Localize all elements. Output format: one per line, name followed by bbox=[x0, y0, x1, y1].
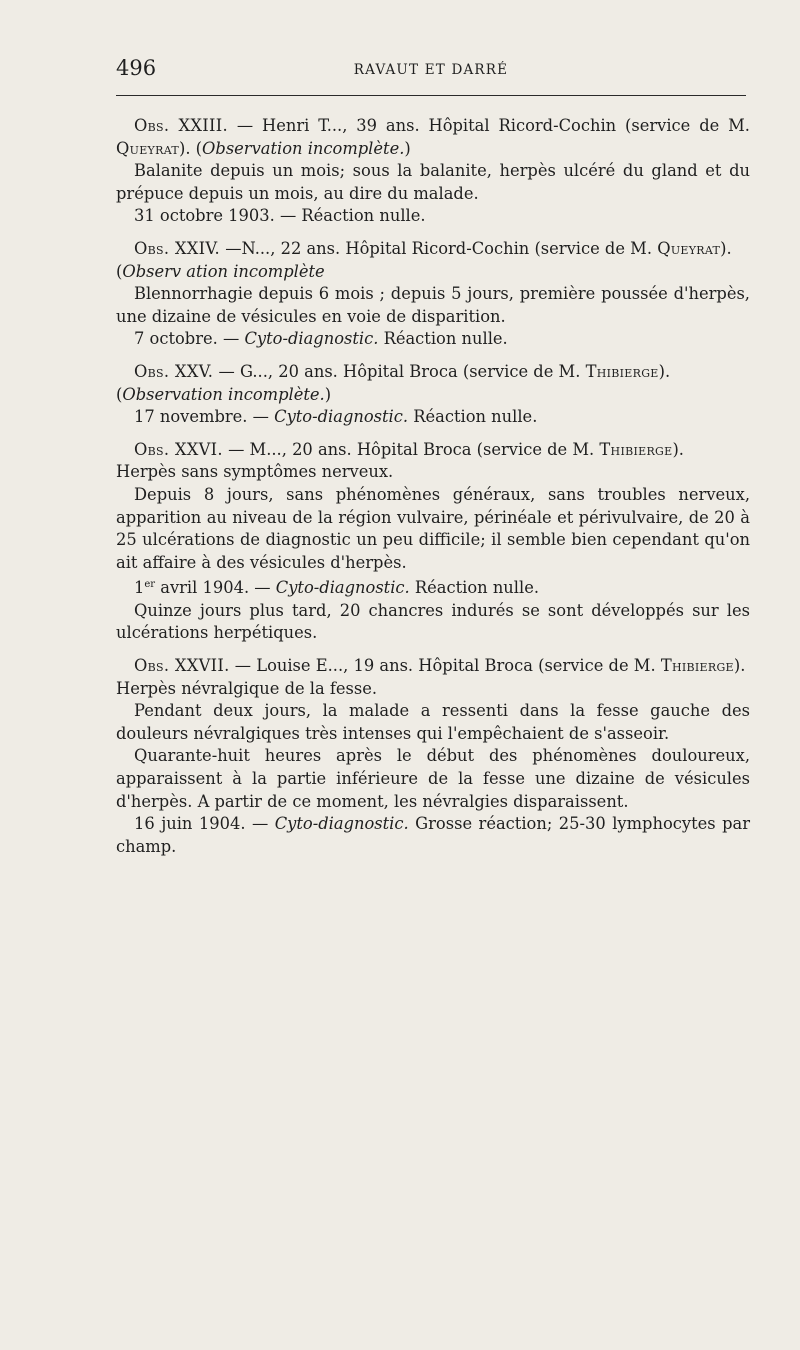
result-text: Réaction nulle. bbox=[408, 407, 538, 427]
date-text: avril 1904. — bbox=[155, 578, 276, 598]
page-header bbox=[116, 56, 746, 90]
punctuation: ). bbox=[658, 361, 671, 381]
observation-26 bbox=[116, 439, 750, 645]
paragraph bbox=[116, 574, 750, 600]
punctuation: ). ( bbox=[178, 138, 203, 158]
paragraph: Quarante-huit heures après le début des phénomènes douloureux, apparaissent à la partie inférieure de la fesse une dizaine de vésicules d'herpès. A partir de ce moment, les névralgies disparaissent. bbox=[116, 746, 750, 811]
date-text: 16 juin 1904. — bbox=[134, 814, 275, 834]
paragraph bbox=[116, 328, 750, 351]
service-name: Thibierge bbox=[585, 361, 659, 381]
service-name: Queyrat bbox=[657, 238, 721, 258]
punctuation: ( bbox=[116, 261, 123, 281]
observation-23 bbox=[116, 115, 750, 228]
observation-label: Obs. XXIV. bbox=[134, 238, 221, 258]
observation-25 bbox=[116, 361, 750, 429]
page-body bbox=[116, 115, 750, 858]
date-text: 7 octobre. — bbox=[134, 329, 245, 349]
observation-intro: — G..., 20 ans. Hôpital Broca (service de M. bbox=[218, 361, 586, 381]
running-head: RAVAUT ET DARRÉ bbox=[353, 62, 509, 78]
paragraph bbox=[116, 813, 750, 858]
observation-note-line bbox=[116, 384, 750, 407]
observation-heading bbox=[116, 361, 750, 384]
paragraph: Balanite depuis un mois; sous la balanite, herpès ulcéré du gland et du prépuce depuis un mois, au dire du malade. bbox=[116, 161, 750, 203]
observation-note: Observ ation incomplète bbox=[122, 261, 325, 281]
observation-heading bbox=[116, 115, 750, 160]
page-number: 496 bbox=[116, 56, 157, 80]
observation-note: Observation incomplète. bbox=[122, 384, 325, 404]
observation-note: Observation incomplète. bbox=[202, 138, 405, 158]
punctuation: ) bbox=[324, 384, 332, 404]
observation-subtitle: Herpès sans symptômes nerveux. bbox=[116, 462, 394, 482]
paragraph: Pendant deux jours, la malade a ressenti dans la fesse gauche des douleurs névralgiques très intenses qui l'empêchaient de s'asseoir. bbox=[116, 701, 750, 743]
paragraph: Depuis 8 jours, sans phénomènes généraux, sans troubles nerveux, apparition au niveau de la région vulvaire, périnéale et périvulvaire, de 20 à 25 ulcérations de diagnostic un peu difficile; il semble bien cependant qu'on ait affaire à des vésicules d'herpès. bbox=[116, 484, 750, 572]
result-text: Réaction nulle. bbox=[378, 329, 508, 349]
service-name: Thibierge bbox=[660, 656, 734, 676]
punctuation: ) bbox=[404, 138, 411, 158]
punctuation: ( bbox=[116, 384, 123, 404]
observation-label: Obs. XXVII. bbox=[134, 656, 230, 676]
observation-27 bbox=[116, 655, 750, 858]
ordinal-suffix: er bbox=[144, 579, 156, 591]
paragraph: 31 octobre 1903. — Réaction nulle. bbox=[134, 206, 426, 226]
result-text: Grosse réaction; 25-30 lymphocytes par champ. bbox=[116, 814, 750, 856]
italic-term: Cyto-diagnostic. bbox=[274, 814, 409, 834]
date-text: 17 novembre. — bbox=[134, 407, 275, 427]
punctuation: ). bbox=[672, 439, 684, 459]
result-text: Réaction nulle. bbox=[409, 578, 540, 598]
service-name: Thibierge bbox=[599, 439, 673, 459]
service-name: Queyrat bbox=[116, 138, 179, 158]
paragraph: Blennorrhagie depuis 6 mois ; depuis 5 jours, première poussée d'herpès, une dizaine de vésicules en voie de disparition. bbox=[116, 284, 750, 326]
italic-term: Cyto-diagnostic. bbox=[244, 329, 379, 349]
observation-intro: — Louise E..., 19 ans. Hôpital Broca (service de M. bbox=[234, 656, 661, 676]
observation-intro: — M..., 20 ans. Hôpital Broca (service de M. bbox=[228, 439, 600, 459]
observation-heading bbox=[116, 655, 750, 678]
paragraph bbox=[116, 406, 750, 429]
paragraph: Quinze jours plus tard, 20 chancres indurés se sont développés sur les ulcérations herpétiques. bbox=[116, 600, 750, 643]
punctuation: ). bbox=[720, 238, 732, 258]
observation-heading bbox=[116, 238, 750, 261]
observation-subtitle: Herpès névralgique de la fesse. bbox=[116, 678, 378, 698]
italic-term: Cyto-diagnostic. bbox=[274, 407, 409, 427]
observation-label: Obs. XXVI. bbox=[134, 439, 223, 459]
observation-24 bbox=[116, 238, 750, 351]
observation-intro: —N..., 22 ans. Hôpital Ricord-Cochin (service de M. bbox=[225, 238, 658, 258]
observation-note-line bbox=[116, 261, 750, 284]
observation-label: Obs. XXIII. bbox=[134, 116, 228, 135]
observation-heading bbox=[116, 439, 750, 462]
punctuation: ). bbox=[733, 656, 746, 676]
observation-label: Obs. XXV. bbox=[134, 361, 214, 381]
observation-intro: — Henri T..., 39 ans. Hôpital Ricord-Cochin (service de M. bbox=[236, 116, 750, 135]
italic-term: Cyto-diagnostic. bbox=[275, 578, 410, 598]
header-rule bbox=[116, 95, 746, 96]
date-text: 1 bbox=[134, 578, 145, 598]
